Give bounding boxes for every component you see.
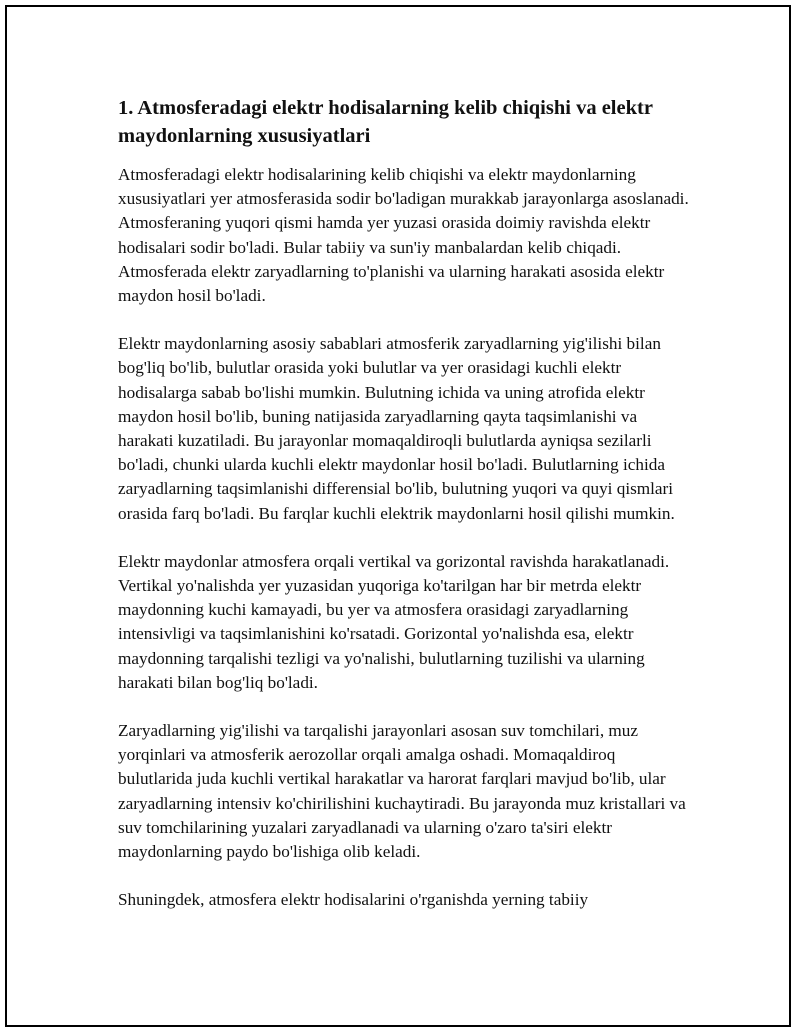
paragraph-1: Atmosferadagi elektr hodisalarining kelib chiqishi va elektr maydonlarning xususiyatlari yer atmosferasida sodir bo'ladigan murakkab jarayonlarga asoslanadi. Atmosferaning yuqori qismi hamda yer yuzasi orasida doimiy ravishda elektr hodisalari sodir bo'ladi. Bular tabiiy va sun'iy manbalardan kelib chiqadi. Atmosferada elektr zaryadlarning to'planishi va ularning harakati asosida elektr maydon hosil bo'ladi. <box>118 165 689 306</box>
document-body <box>118 94 690 912</box>
paragraph-4: Zaryadlarning yig'ilishi va tarqalishi jarayonlari asosan suv tomchilari, muz yorqinlari va atmosferik aerozollar orqali amalga oshadi. Momaqaldiroq bulutlarida juda kuchli vertikal harakatlar va harorat farqlari mavjud bo'lib, ular zaryadlarning intensiv ko'chirilishini kuchaytiradi. Bu jarayonda muz kristallari va suv tomchilarining yuzalari zaryadlanadi va ularning o'zaro ta'siri elektr maydonlarning paydo bo'lishiga olib keladi. <box>118 721 686 862</box>
paragraph-3: Elektr maydonlar atmosfera orqali vertikal va gorizontal ravishda harakatlanadi. Vertikal yo'nalishda yer yuzasidan yuqoriga ko'tarilgan har bir metrda elektr maydonning kuchi kamayadi, bu yer va atmosfera orasidagi zaryadlarning intensivligi va taqsimlanishini ko'rsatadi. Gorizontal yo'nalishda esa, elektr maydonning tarqalishi tezligi va yo'nalishi, bulutlarning tuzilishi va ularning harakati bilan bog'liq bo'ladi. <box>118 551 670 692</box>
paragraph-5: Shuningdek, atmosfera elektr hodisalarini o'rganishda yerning tabiiy <box>118 890 589 910</box>
section-title: 1. Atmosferadagi elektr hodisalarning kelib chiqishi va elektr maydonlarning xususiyatlari <box>118 97 653 147</box>
paragraph-2: Elektr maydonlarning asosiy sabablari atmosferik zaryadlarning yig'ilishi bilan bog'liq bo'lib, bulutlar orasida yoki bulutlar va yer orasidagi kuchli elektr hodisalarga sabab bo'lishi mumkin. Bulutning ichida va uning atrofida elektr maydon hosil bo'lib, buning natijasida zaryadlarning qayta taqsimlanishi va harakati kuzatiladi. Bu jarayonlar momaqaldiroqli bulutlarda ayniqsa sezilarli bo'ladi, chunki ularda kuchli elektr maydonlar hosil bo'ladi. Bulutlarning ichida zaryadlarning taqsimlanishi differensial bo'lib, bulutning yuqori va quyi qismlari orasida farq bo'ladi. Bu farqlar kuchli elektrik maydonlarni hosil qilishi mumkin. <box>118 334 675 523</box>
